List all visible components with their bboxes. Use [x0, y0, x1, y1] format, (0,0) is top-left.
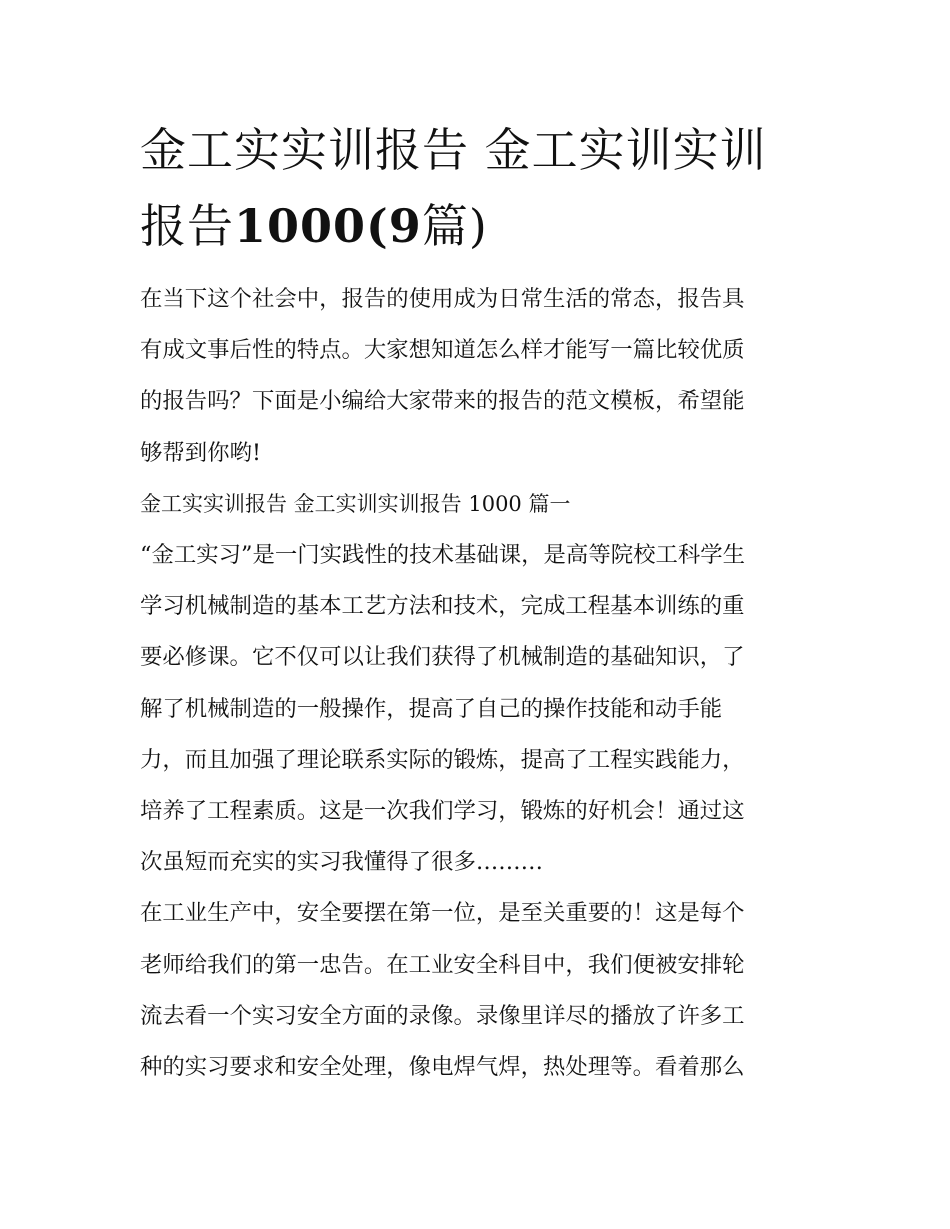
paragraph-line: 力，而且加强了理论联系实际的锻炼，提高了工程实践能力，	[140, 746, 745, 773]
paragraph-line: 够帮到你哟!	[140, 439, 261, 466]
document-title	[140, 112, 812, 264]
document-body	[140, 112, 812, 1093]
intro-paragraph	[140, 274, 812, 479]
title-line-1: 金工实实训报告 金工实训实训	[140, 123, 767, 177]
paragraph-line: 种的实习要求和安全处理，像电焊气焊，热处理等。看着那么	[140, 1054, 745, 1081]
paragraph-line: 在当下这个社会中，报告的使用成为日常生活的常态，报告具	[140, 286, 745, 312]
paragraph-line: 的报告吗？下面是小编给大家带来的报告的范文模板，希望能	[140, 388, 745, 415]
title-line-2	[140, 188, 812, 264]
body-paragraph-1	[140, 530, 812, 888]
paragraph-line: 解了机械制造的一般操作，提高了自己的操作技能和动手能	[140, 695, 723, 722]
paragraph-line: 有成文事后性的特点。大家想知道怎么样才能写一篇比较优质	[140, 337, 745, 364]
paragraph-line: “金工实习”是一门实践性的技术基础课，是高等院校工科学生	[140, 542, 746, 569]
title-number: 1000(9	[234, 199, 422, 253]
title-word-pian: 篇)	[421, 199, 488, 253]
section-heading	[140, 479, 812, 530]
body-paragraph-2	[140, 888, 812, 1093]
title-word-report: 报告	[140, 199, 234, 253]
paragraph-line: 流去看一个实习安全方面的录像。录像里详尽的播放了许多工	[140, 1002, 745, 1029]
paragraph-line: 要必修课。它不仅可以让我们获得了机械制造的基础知识，了	[140, 644, 745, 671]
paragraph-line: 次虽短而充实的实习我懂得了很多………	[140, 849, 544, 876]
paragraph-line: 老师给我们的第一忠告。在工业安全科目中，我们便被安排轮	[140, 951, 745, 978]
paragraph-line: 在工业生产中，安全要摆在第一位，是至关重要的！这是每个	[140, 900, 745, 927]
paragraph-line: 培养了工程素质。这是一次我们学习，锻炼的好机会！通过这	[140, 798, 745, 825]
section-heading-text: 金工实实训报告 金工实训实训报告 1000 篇一	[140, 491, 571, 516]
paragraph-line: 学习机械制造的基本工艺方法和技术，完成工程基本训练的重	[140, 593, 745, 620]
